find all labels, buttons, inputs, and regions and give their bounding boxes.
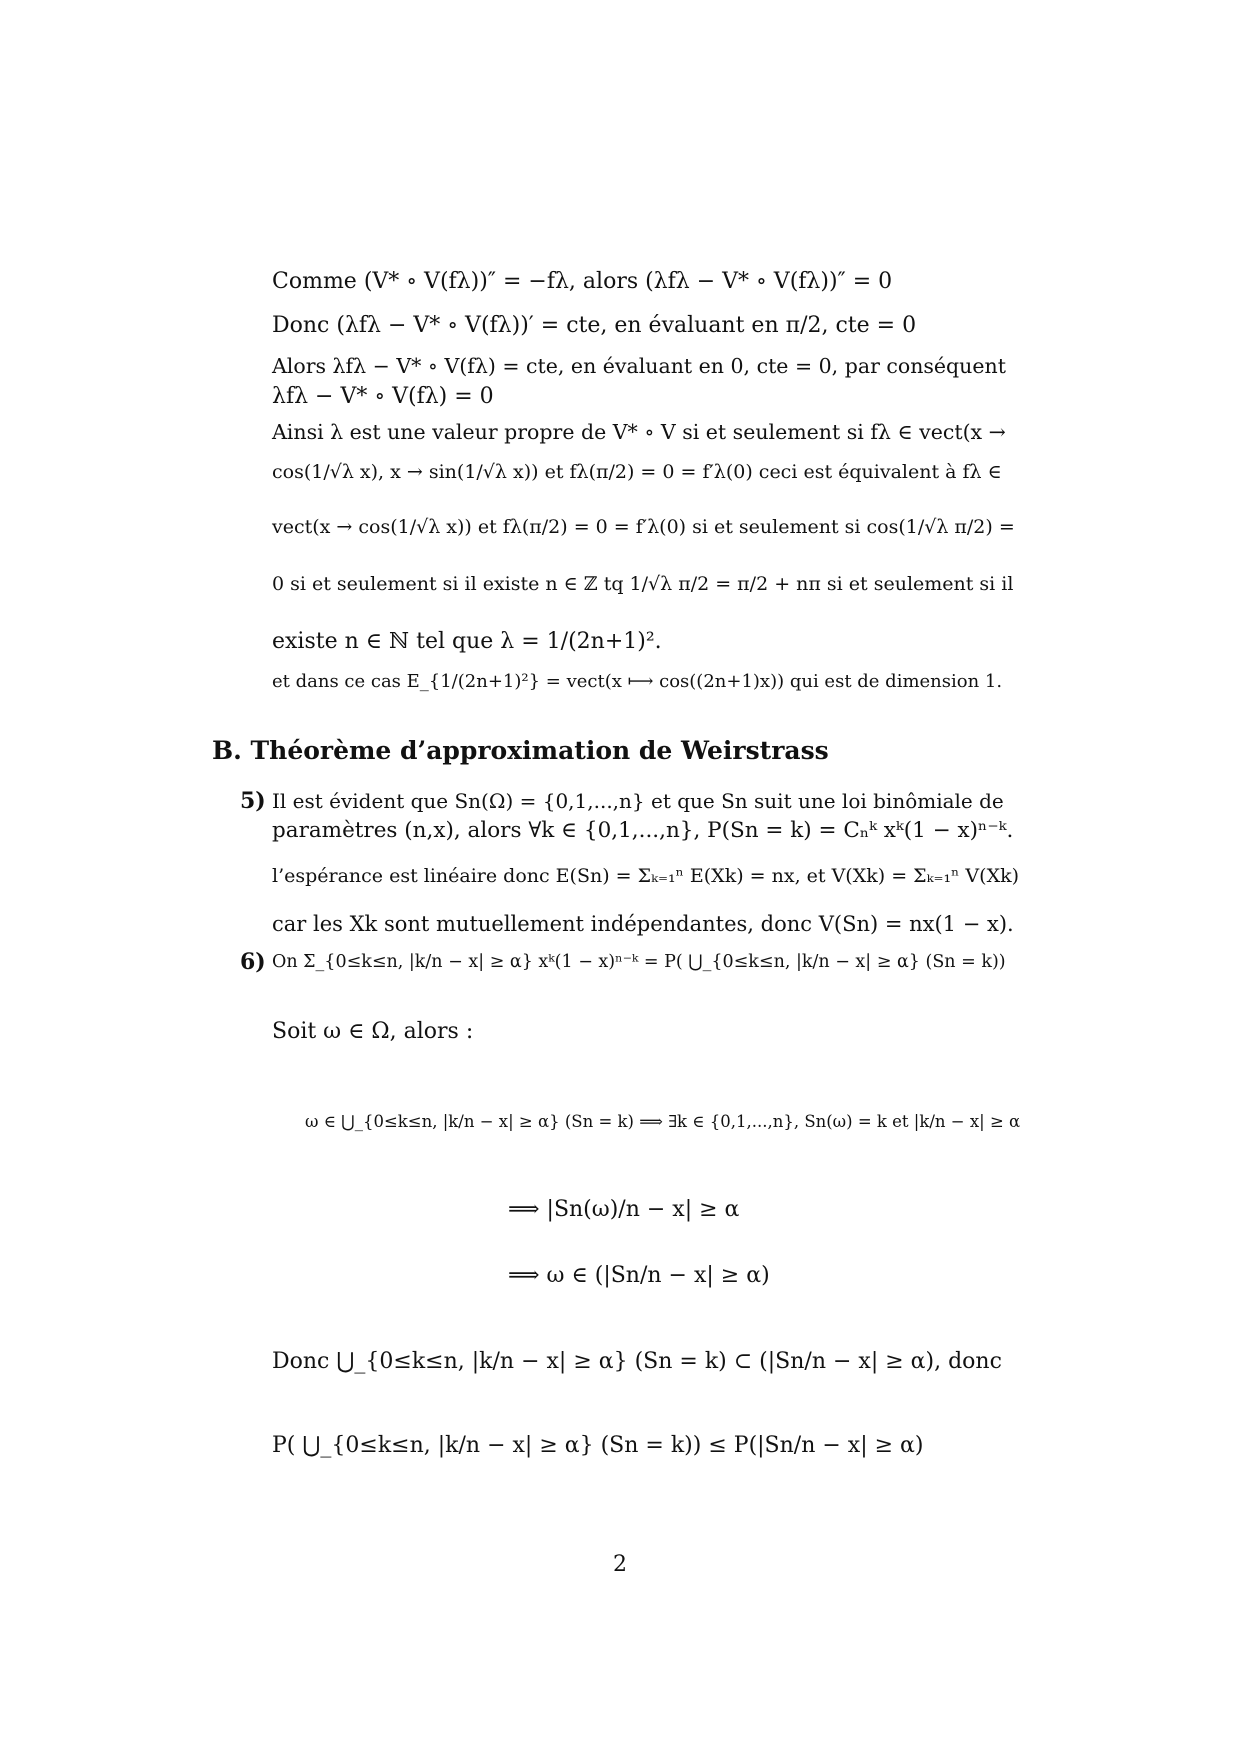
item-5-line-2: paramètres (n,x), alors ∀k ∈ {0,1,...,n}, P(Sn = k) = Cₙᵏ xᵏ(1 − x)ⁿ⁻ᵏ. bbox=[272, 818, 1014, 843]
line-2: Donc (λfλ − V* ∘ V(fλ))′ = cte, en évaluant en π/2, cte = 0 bbox=[272, 313, 917, 338]
item-6-line-2: Soit ω ∈ Ω, alors : bbox=[272, 1019, 474, 1044]
item-6-implication-1: ω ∈ ⋃_{0≤k≤n, |k/n − x| ≥ α} (Sn = k) ⟹ ∃k ∈ {0,1,...,n}, Sn(ω) = k et |k/n − x| ≥ α bbox=[305, 1112, 1021, 1131]
item-6-line-1: On Σ_{0≤k≤n, |k/n − x| ≥ α} xᵏ(1 − x)ⁿ⁻ᵏ = P( ⋃_{0≤k≤n, |k/n − x| ≥ α} (Sn = k)) bbox=[272, 952, 1006, 972]
line-4: λfλ − V* ∘ V(fλ) = 0 bbox=[272, 384, 494, 409]
item-5-line-1: Il est évident que Sn(Ω) = {0,1,...,n} et que Sn suit une loi binômiale de bbox=[272, 789, 1004, 813]
line-8: 0 si et seulement si il existe n ∈ ℤ tq 1/√λ π/2 = π/2 + nπ si et seulement si il bbox=[272, 573, 1014, 595]
item-5-number: 5) bbox=[240, 788, 266, 814]
section-title: B. Théorème d’approximation de Weirstrass bbox=[212, 736, 829, 765]
item-5-line-3: l’espérance est linéaire donc E(Sn) = Σₖ₌₁ⁿ E(Xk) = nx, et V(Xk) = Σₖ₌₁ⁿ V(Xk) bbox=[272, 865, 1020, 887]
page-number: 2 bbox=[613, 1552, 627, 1577]
item-6-number: 6) bbox=[240, 949, 266, 975]
item-6-line-donc: Donc ⋃_{0≤k≤n, |k/n − x| ≥ α} (Sn = k) ⊂ (|Sn/n − x| ≥ α), donc bbox=[272, 1349, 1002, 1374]
line-10: et dans ce cas E_{1/(2n+1)²} = vect(x ⟼ cos((2n+1)x)) qui est de dimension 1. bbox=[272, 671, 1003, 692]
item-5-line-4: car les Xk sont mutuellement indépendantes, donc V(Sn) = nx(1 − x). bbox=[272, 912, 1014, 936]
line-6: cos(1/√λ x), x → sin(1/√λ x)) et fλ(π/2) = 0 = f′λ(0) ceci est équivalent à fλ ∈ bbox=[272, 461, 1002, 483]
line-9: existe n ∈ ℕ tel que λ = 1/(2n+1)². bbox=[272, 629, 662, 654]
line-5: Ainsi λ est une valeur propre de V* ∘ V si et seulement si fλ ∈ vect(x → bbox=[272, 420, 1006, 444]
item-6-implication-2: ⟹ |Sn(ω)/n − x| ≥ α bbox=[508, 1197, 740, 1222]
line-3: Alors λfλ − V* ∘ V(fλ) = cte, en évaluant en 0, cte = 0, par conséquent bbox=[272, 354, 1006, 378]
line-1: Comme (V* ∘ V(fλ))″ = −fλ, alors (λfλ − V* ∘ V(fλ))″ = 0 bbox=[272, 269, 893, 294]
line-7: vect(x → cos(1/√λ x)) et fλ(π/2) = 0 = f′λ(0) si et seulement si cos(1/√λ π/2) = bbox=[272, 516, 1015, 538]
item-6-implication-3: ⟹ ω ∈ (|Sn/n − x| ≥ α) bbox=[508, 1263, 770, 1288]
item-6-line-inequality: P( ⋃_{0≤k≤n, |k/n − x| ≥ α} (Sn = k)) ≤ P(|Sn/n − x| ≥ α) bbox=[272, 1433, 924, 1458]
